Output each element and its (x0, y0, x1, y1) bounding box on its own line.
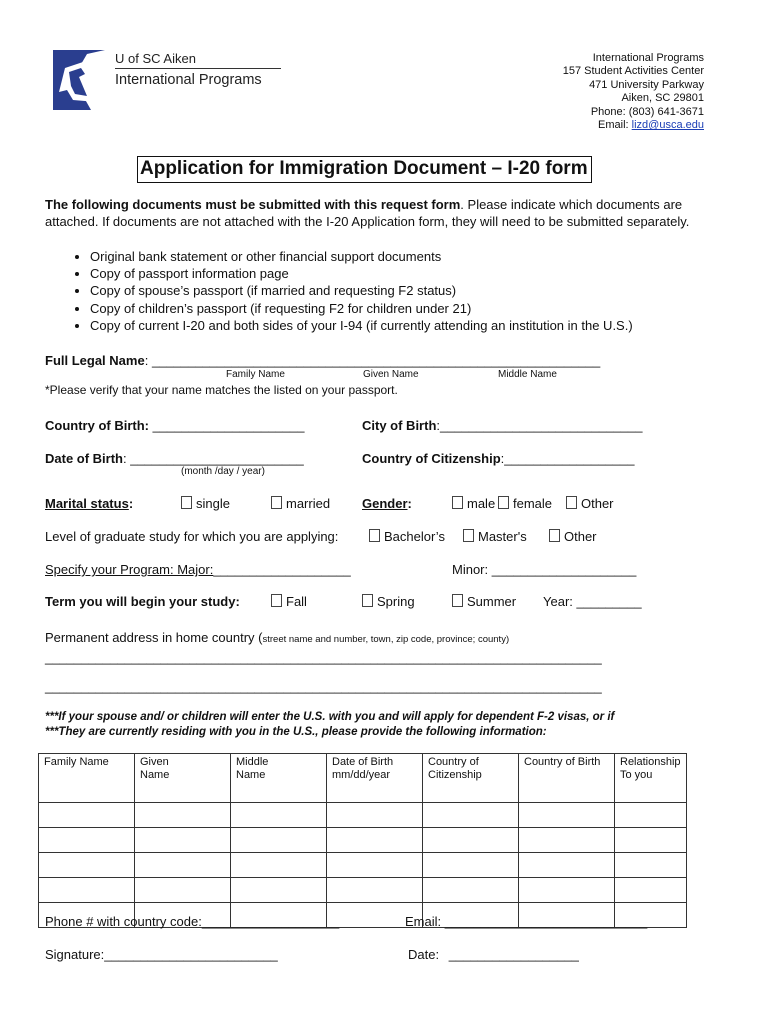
list-item: • Copy of children’s passport (if requesting F2 for children under 21) (90, 300, 633, 317)
minor-field[interactable]: ____________________ (491, 562, 637, 577)
usca-logo-mark (53, 50, 115, 110)
phone-row (45, 914, 339, 929)
col-citizenship-label: Country of Citizenship (428, 756, 482, 781)
major-field[interactable]: ___________________ (213, 562, 351, 577)
summer-checkbox[interactable] (452, 594, 463, 607)
table-cell[interactable] (231, 853, 327, 878)
intro-bold: The following documents must be submitted with this request form (45, 197, 461, 212)
table-cell[interactable] (135, 878, 231, 903)
city-of-birth-field[interactable]: :____________________________ (436, 418, 643, 433)
dependents-note-1: ***If your spouse and/ or children will enter the U.S. with you and will apply for dependent F-2 visas, or if (45, 711, 615, 723)
given-name-hint: Given Name (363, 369, 419, 380)
col-family-name-label: Family Name (44, 756, 109, 768)
gender-label: Gender (362, 496, 408, 511)
study-level-label: Level of graduate study for which you are applying: (45, 529, 339, 544)
intro-rest: . Please indicate which documents are attached. If documents are not attached with the I-20 Application form, they will need to be submitted separately. (45, 197, 690, 229)
gender-row (362, 496, 412, 511)
table-header-row (39, 754, 687, 803)
spring-option[interactable] (362, 594, 415, 609)
contact-email-label: Email: (598, 119, 632, 132)
table-cell[interactable] (327, 853, 423, 878)
signature-label: Signature: (45, 947, 105, 962)
email-field[interactable]: ____________________________ (444, 914, 648, 929)
address-row (45, 629, 509, 647)
table-row (39, 803, 687, 828)
level-other-checkbox[interactable] (549, 529, 560, 542)
fall-label: Fall (286, 594, 307, 609)
spring-label: Spring (377, 594, 415, 609)
table-cell[interactable] (615, 803, 687, 828)
date-field[interactable]: __________________ (448, 947, 579, 962)
col-given-name-label: Given Name (140, 756, 170, 781)
single-label: single (196, 496, 230, 511)
document-list (72, 248, 633, 334)
contact-address1: 157 Student Activities Center (562, 65, 704, 78)
list-item: • Copy of passport information page (90, 265, 633, 282)
minor-row (452, 562, 636, 577)
date-of-birth-label: Date of Birth (45, 451, 123, 466)
col-middle-name (231, 754, 327, 803)
full-name-row (45, 353, 600, 368)
master-checkbox[interactable] (463, 529, 474, 542)
single-option[interactable] (181, 496, 230, 511)
marital-status-row (45, 496, 133, 511)
level-other-option[interactable] (549, 529, 597, 544)
table-cell[interactable] (615, 828, 687, 853)
page-title: Application for Immigration Document – I-20 form (137, 156, 592, 183)
name-verify-note: *Please verify that your name matches the listed on your passport. (45, 383, 398, 397)
male-checkbox[interactable] (452, 496, 463, 509)
table-cell[interactable] (519, 828, 615, 853)
marital-status-label: Marital status (45, 496, 129, 511)
full-name-colon: : (144, 353, 149, 368)
gender-other-checkbox[interactable] (566, 496, 577, 509)
bachelor-label: Bachelor’s (384, 529, 445, 544)
table-cell[interactable] (327, 803, 423, 828)
table-cell[interactable] (519, 878, 615, 903)
col-date-of-birth-label: Date of Birth mm/dd/year (332, 756, 394, 781)
contact-name: International Programs (592, 52, 704, 64)
bachelor-checkbox[interactable] (369, 529, 380, 542)
master-label: Master's (478, 529, 527, 544)
col-citizenship (423, 754, 519, 803)
address-line-1[interactable]: _____________________________________________________________________________ (45, 650, 602, 665)
full-name-field[interactable]: ______________________________________________________________ (151, 353, 601, 368)
usca-logo (53, 50, 283, 110)
gender-other-option[interactable] (566, 496, 614, 511)
table-row (39, 853, 687, 878)
logo-line1: U of SC Aiken (115, 51, 196, 66)
table-cell[interactable] (39, 828, 135, 853)
col-family-name (39, 754, 135, 803)
summer-option[interactable] (452, 594, 516, 609)
table-cell[interactable] (135, 828, 231, 853)
col-given-name (135, 754, 231, 803)
table-cell[interactable] (39, 878, 135, 903)
city-of-birth-row (362, 418, 642, 433)
date-of-birth-row (45, 451, 304, 466)
contact-email-link[interactable]: lizd@usca.edu (631, 119, 704, 132)
program-row (45, 562, 351, 577)
phone-label: Phone # with country code: (45, 914, 202, 929)
table-cell[interactable] (615, 853, 687, 878)
level-other-label: Other (564, 529, 597, 544)
signature-row (45, 947, 278, 962)
family-name-hint: Family Name (226, 369, 285, 380)
table-cell[interactable] (39, 853, 135, 878)
table-cell[interactable] (519, 853, 615, 878)
date-format-hint: (month /day / year) (181, 466, 265, 477)
summer-label: Summer (467, 594, 517, 609)
date-row (408, 947, 579, 962)
contact-phone: Phone: (803) 641-3671 (590, 105, 704, 118)
year-label: Year: (543, 594, 577, 609)
married-checkbox[interactable] (271, 496, 282, 509)
contact-block (563, 52, 704, 132)
citizenship-field[interactable]: :__________________ (500, 451, 635, 466)
bachelor-option[interactable] (369, 529, 445, 544)
col-country-of-birth-label: Country of Birth (524, 756, 601, 768)
table-cell[interactable] (327, 828, 423, 853)
list-item: • Original bank statement or other financial support documents (90, 248, 633, 265)
address-line-2[interactable]: _____________________________________________________________________________ (45, 679, 602, 694)
married-label: married (286, 496, 331, 511)
contact-address2: 471 University Parkway (589, 78, 704, 91)
citizenship-label: Country of Citizenship (362, 451, 501, 466)
city-of-birth-label: City of Birth (362, 418, 437, 433)
spring-checkbox[interactable] (362, 594, 373, 607)
date-label: Date: (408, 947, 443, 962)
contact-city: Aiken, SC 29801 (621, 92, 704, 105)
master-option[interactable] (463, 529, 527, 544)
female-option[interactable] (498, 496, 552, 511)
date-of-birth-field[interactable]: : ________________________ (123, 451, 304, 466)
table-cell[interactable] (423, 803, 519, 828)
address-hint: street name and number, town, zip code, province; county) (262, 634, 510, 645)
table-cell[interactable] (423, 853, 519, 878)
logo-line2: International Programs (115, 72, 262, 88)
signature-field[interactable]: ________________________ (104, 947, 278, 962)
middle-name-hint: Middle Name (498, 369, 557, 380)
logo-divider (115, 68, 281, 69)
country-of-birth-label: Country of Birth: (45, 418, 153, 433)
col-middle-name-label: Middle Name (236, 756, 269, 781)
col-relationship (615, 754, 687, 803)
table-row (39, 828, 687, 853)
table-row (39, 878, 687, 903)
program-label: Specify your Program: Major: (45, 562, 214, 577)
table-cell[interactable] (135, 803, 231, 828)
table-cell[interactable] (327, 878, 423, 903)
citizenship-row (362, 451, 634, 466)
dependents-note-2: ***They are currently residing with you in the U.S., please provide the following information: (45, 726, 547, 738)
phone-field[interactable]: ___________________ (201, 914, 340, 929)
dependents-table (38, 753, 687, 928)
table-cell[interactable] (615, 878, 687, 903)
gender-colon: : (407, 496, 412, 511)
marital-status-colon: : (128, 496, 134, 511)
table-cell[interactable] (39, 803, 135, 828)
table-cell[interactable] (231, 878, 327, 903)
male-option[interactable] (452, 496, 495, 511)
email-row (405, 914, 647, 929)
term-label: Term you will begin your study: (45, 594, 240, 609)
married-option[interactable] (271, 496, 330, 511)
female-checkbox[interactable] (498, 496, 509, 509)
gender-other-label: Other (581, 496, 614, 511)
fall-checkbox[interactable] (271, 594, 282, 607)
table-cell[interactable] (231, 828, 327, 853)
country-of-birth-field[interactable]: _____________________ (152, 418, 305, 433)
address-label: Permanent address in home country ( (45, 630, 263, 645)
email-label: Email: (405, 914, 445, 929)
table-cell[interactable] (135, 853, 231, 878)
male-label: male (467, 496, 496, 511)
year-row (543, 594, 642, 609)
col-date-of-birth (327, 754, 423, 803)
table-cell[interactable] (519, 803, 615, 828)
minor-label: Minor: (452, 562, 492, 577)
intro-paragraph (45, 197, 695, 230)
col-relationship-label: Relationship To you (620, 756, 681, 781)
table-cell[interactable] (423, 878, 519, 903)
single-checkbox[interactable] (181, 496, 192, 509)
country-of-birth-row (45, 418, 304, 433)
female-label: female (513, 496, 553, 511)
full-name-label: Full Legal Name (45, 353, 145, 368)
list-item: • Copy of spouse’s passport (if married and requesting F2 status) (90, 282, 633, 299)
year-field[interactable]: _________ (576, 594, 642, 609)
table-cell[interactable] (423, 828, 519, 853)
fall-option[interactable] (271, 594, 307, 609)
table-cell[interactable] (231, 803, 327, 828)
col-country-of-birth (519, 754, 615, 803)
list-item: • Copy of current I-20 and both sides of your I-94 (if currently attending an institution in the U.S.) (90, 317, 633, 334)
